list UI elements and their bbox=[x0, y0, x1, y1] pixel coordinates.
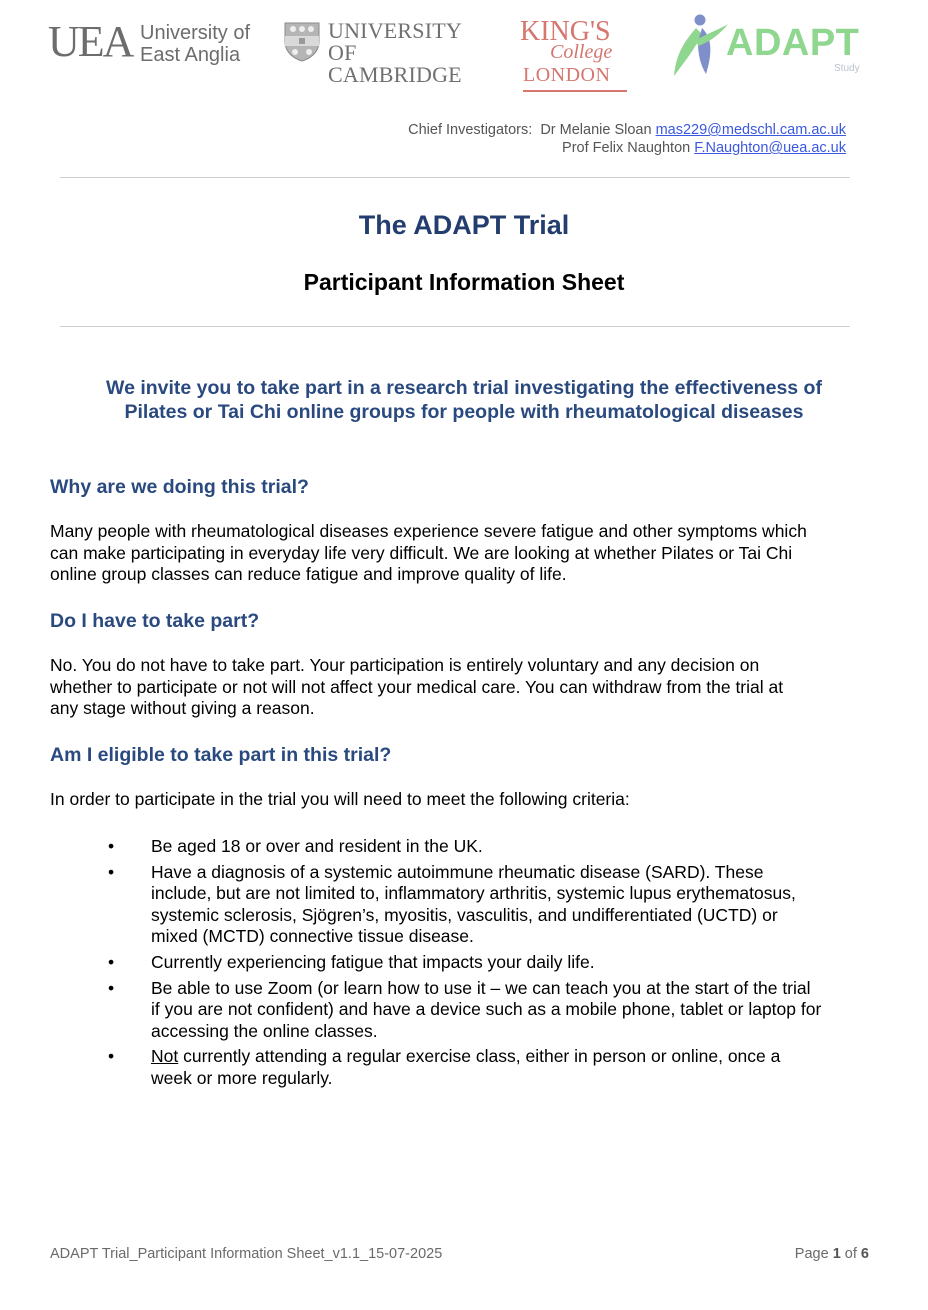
list-item bbox=[50, 836, 900, 858]
kings-college-logo bbox=[520, 18, 630, 94]
criterion-2-line1: Have a diagnosis of a systemic autoimmune rheumatic disease (SARD). These bbox=[151, 861, 764, 882]
footer-doc-id: ADAPT Trial_Participant Information Sheet_v1.1_15-07-2025 bbox=[50, 1246, 443, 1262]
ci1-email-link[interactable]: mas229@medschl.cam.ac.uk bbox=[655, 122, 846, 138]
cambridge-line2: CAMBRIDGE bbox=[328, 62, 462, 87]
heading-eligible: Am I eligible to take part in this trial? bbox=[50, 744, 392, 766]
criterion-4-line1: Be able to use Zoom (or learn how to use it – we can teach you at the start of the trial bbox=[151, 977, 811, 998]
criterion-5-text: currently attending a regular exercise class, either in person or online, once a bbox=[178, 1046, 781, 1067]
adapt-wordmark: ADAPT bbox=[726, 22, 860, 64]
ci1-name: Dr Melanie Sloan bbox=[540, 122, 652, 138]
have-to-line3: any stage without giving a reason. bbox=[50, 698, 315, 719]
criterion-2-line3: systemic sclerosis, Sjögren’s, myositis, vasculitis, and undifferentiated (UCTD) or bbox=[151, 904, 778, 925]
adapt-figure-icon bbox=[666, 14, 730, 80]
criterion-2-line2: include, but are not limited to, inflammatory arthritis, systemic lupus erythematosus, bbox=[151, 883, 796, 904]
invite-line2: Pilates or Tai Chi online groups for people with rheumatological diseases bbox=[124, 401, 804, 423]
list-item bbox=[50, 952, 900, 974]
adapt-logo bbox=[666, 14, 876, 84]
kings-line1: KING'S bbox=[520, 16, 611, 47]
divider-bottom bbox=[60, 326, 850, 327]
cambridge-wordmark bbox=[328, 20, 494, 86]
list-item bbox=[50, 862, 900, 948]
have-to-line1: No. You do not have to take part. Your participation is entirely voluntary and any decision on bbox=[50, 655, 760, 675]
criterion-4-line3: accessing the online classes. bbox=[151, 1020, 378, 1041]
ci-line-1 bbox=[408, 121, 846, 139]
uea-logo bbox=[48, 18, 263, 68]
cambridge-logo bbox=[284, 18, 494, 87]
kings-line2: College bbox=[550, 41, 613, 63]
bullet: • bbox=[108, 1046, 115, 1067]
heading-have-to: Do I have to take part? bbox=[50, 610, 260, 632]
criterion-4-line2: if you are not confident) and have a device such as a mobile phone, tablet or laptop for bbox=[151, 999, 822, 1020]
criterion-1: Be aged 18 or over and resident in the UK. bbox=[151, 836, 483, 856]
bullet: • bbox=[108, 861, 115, 882]
have-to-line2: whether to participate or not will not affect your medical care. You can withdraw from the trial at bbox=[50, 676, 784, 697]
list-item bbox=[50, 978, 900, 1043]
criterion-5-line1 bbox=[151, 1046, 900, 1068]
bullet: • bbox=[108, 977, 115, 998]
uea-line1: University of bbox=[140, 22, 251, 44]
cambridge-shield-icon bbox=[284, 22, 320, 62]
uea-wordmark bbox=[140, 22, 250, 66]
bullet: • bbox=[108, 951, 115, 972]
ci2-email-link[interactable]: F.Naughton@uea.ac.uk bbox=[694, 140, 846, 156]
cambridge-line1: UNIVERSITY OF bbox=[328, 18, 462, 65]
bullet: • bbox=[108, 836, 115, 856]
logo-bar bbox=[0, 14, 928, 94]
kings-line3: LONDON bbox=[523, 64, 611, 86]
criterion-5-not: Not bbox=[151, 1046, 179, 1067]
invitation-statement bbox=[40, 376, 888, 424]
chief-investigators bbox=[408, 121, 846, 157]
why-line3: online group classes can reduce fatigue and improve quality of life. bbox=[50, 564, 567, 585]
why-line2: can make participating in everyday life very difficult. We are looking at whether Pilates or Tai Chi bbox=[50, 542, 793, 563]
paragraph-why bbox=[50, 521, 900, 586]
heading-why: Why are we doing this trial? bbox=[50, 476, 309, 498]
ci2-name: Prof Felix Naughton bbox=[562, 140, 691, 156]
document-subtitle: Participant Information Sheet bbox=[303, 269, 625, 295]
page-word: Page bbox=[794, 1246, 829, 1262]
document-title: The ADAPT Trial bbox=[358, 210, 570, 240]
criterion-2-line4: mixed (MCTD) connective tissue disease. bbox=[151, 926, 474, 947]
uea-mark: UEA bbox=[48, 17, 133, 66]
criteria-list bbox=[50, 836, 900, 1094]
uea-line2: East Anglia bbox=[140, 44, 241, 66]
page-total: 6 bbox=[860, 1246, 869, 1262]
of-word: of bbox=[844, 1246, 857, 1262]
why-line1: Many people with rheumatological diseases experience severe fatigue and other symptoms which bbox=[50, 521, 807, 541]
page-current: 1 bbox=[832, 1246, 841, 1262]
page-number bbox=[795, 1246, 869, 1262]
kings-underline bbox=[523, 90, 627, 92]
divider-top bbox=[60, 177, 850, 178]
criterion-5-line2: week or more regularly. bbox=[151, 1067, 333, 1088]
eligible-intro: In order to participate in the trial you will need to meet the following criteria: bbox=[50, 789, 630, 809]
invite-line1: We invite you to take part in a research trial investigating the effectiveness of bbox=[106, 377, 822, 399]
adapt-study-label: Study bbox=[834, 63, 860, 74]
paragraph-have-to bbox=[50, 655, 900, 720]
criterion-3: Currently experiencing fatigue that impacts your daily life. bbox=[151, 951, 595, 972]
ci-line-2 bbox=[408, 139, 846, 157]
list-item bbox=[50, 1046, 900, 1089]
ci-label: Chief Investigators: bbox=[408, 122, 533, 138]
